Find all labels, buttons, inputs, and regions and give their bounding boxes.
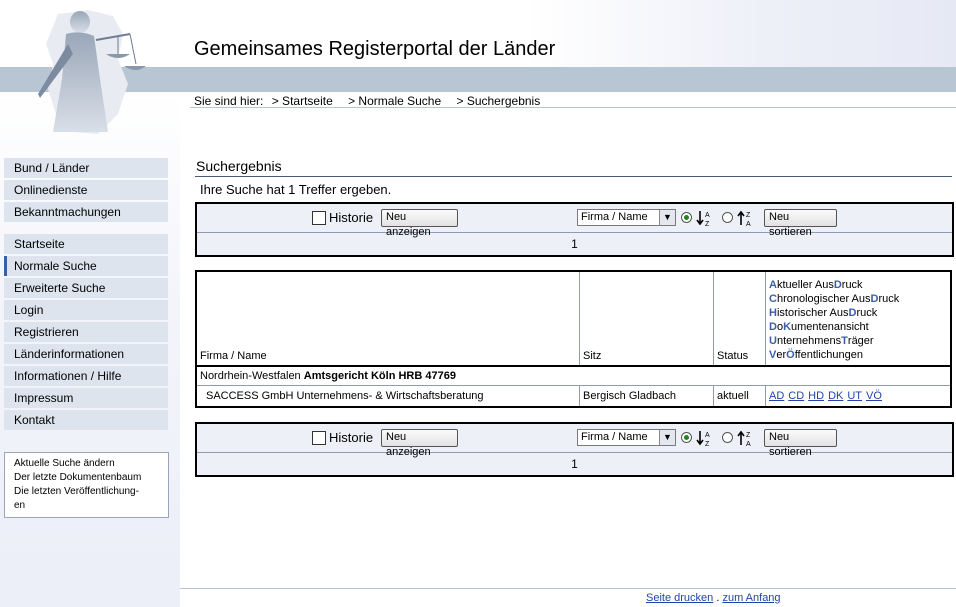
breadcrumb-item-normale-suche[interactable]: > Normale Suche xyxy=(348,94,442,108)
breadcrumb-prefix: Sie sind hier: xyxy=(194,94,264,108)
history-label: Historie xyxy=(329,210,374,225)
pager-controls xyxy=(197,204,952,238)
svg-text:Z: Z xyxy=(705,441,710,448)
sidebar-item-registrieren[interactable]: Registrieren xyxy=(4,322,168,342)
svg-text:Z: Z xyxy=(746,432,751,439)
sidebar-item-laenderinformationen[interactable]: Länderinformationen xyxy=(4,344,168,364)
court-name: Amtsgericht Köln HRB 47769 xyxy=(303,370,456,382)
history-checkbox[interactable] xyxy=(312,431,326,445)
chevron-down-icon: ▼ xyxy=(659,430,675,445)
legend-item: UnternehmensTräger xyxy=(769,335,874,347)
results-heading: Suchergebnis xyxy=(196,158,282,174)
show-button[interactable]: Neu anzeigen xyxy=(381,429,458,447)
sort-ascending-icon xyxy=(696,428,712,448)
breadcrumb xyxy=(194,94,552,108)
results-table xyxy=(195,270,952,408)
sidebar-nav-top xyxy=(4,158,168,224)
sidebar-item-bund-laender[interactable]: Bund / Länder xyxy=(4,158,168,178)
doc-link-hd[interactable]: HD xyxy=(808,390,825,402)
resort-button[interactable]: Neu sortieren xyxy=(764,429,837,447)
history-checkbox[interactable] xyxy=(312,211,326,225)
quick-link-aktuelle-suche[interactable]: Aktuelle Suche ändern xyxy=(14,458,115,469)
sidebar-item-erweiterte-suche[interactable]: Erweiterte Suche xyxy=(4,278,168,298)
doc-link-dk[interactable]: DK xyxy=(828,390,844,402)
sort-descending-radio[interactable] xyxy=(722,212,733,223)
quick-links-box xyxy=(4,452,169,518)
back-to-top-link[interactable]: zum Anfang xyxy=(722,592,781,604)
sort-ascending-icon xyxy=(696,208,712,228)
breadcrumb-item-suchergebnis: > Suchergebnis xyxy=(456,94,541,108)
legend-item: VerÖffentlichungen xyxy=(769,349,863,361)
sort-descending-radio[interactable] xyxy=(722,432,733,443)
sidebar-item-normale-suche[interactable]: Normale Suche xyxy=(4,256,168,276)
sort-field-value: Firma / Name xyxy=(581,431,648,443)
sidebar-item-informationen-hilfe[interactable]: Informationen / Hilfe xyxy=(4,366,168,386)
sort-ascending-radio[interactable] xyxy=(681,432,692,443)
history-label: Historie xyxy=(329,430,374,445)
court-cell xyxy=(196,366,951,386)
results-divider xyxy=(195,176,952,177)
sort-descending-icon xyxy=(737,208,753,228)
column-header-status: Status xyxy=(714,271,766,366)
quick-link-dokumentenbaum[interactable]: Der letzte Dokumentenbaum xyxy=(14,472,142,483)
sort-field-value: Firma / Name xyxy=(581,211,648,223)
sidebar-item-bekanntmachungen[interactable]: Bekanntmachungen xyxy=(4,202,168,222)
legend-item: DoKumentenansicht xyxy=(769,321,869,333)
table-row xyxy=(196,386,951,408)
show-button[interactable]: Neu anzeigen xyxy=(381,209,458,227)
sidebar-item-impressum[interactable]: Impressum xyxy=(4,388,168,408)
legend-item: Aktueller AusDruck xyxy=(769,279,863,291)
footer-divider xyxy=(180,588,956,589)
site-title: Gemeinsames Registerportal der Länder xyxy=(194,38,556,60)
svg-text:A: A xyxy=(746,441,751,448)
quick-link-veroeffentlichungen-cont[interactable]: en xyxy=(14,500,26,511)
svg-text:A: A xyxy=(705,432,710,439)
company-status: aktuell xyxy=(714,386,766,408)
breadcrumb-item-startseite[interactable]: > Startseite xyxy=(271,94,333,108)
pager-controls xyxy=(197,424,952,458)
sidebar-item-login[interactable]: Login xyxy=(4,300,168,320)
company-sitz: Bergisch Gladbach xyxy=(580,386,714,408)
chevron-down-icon: ▼ xyxy=(659,210,675,225)
pager-top xyxy=(195,202,954,257)
footer xyxy=(646,592,781,604)
doc-link-ad[interactable]: AD xyxy=(769,390,785,402)
legend-item: Chronologischer AusDruck xyxy=(769,293,900,305)
sort-field-select[interactable] xyxy=(577,429,676,446)
sort-ascending-radio[interactable] xyxy=(681,212,692,223)
document-links xyxy=(766,386,952,408)
pager-bottom xyxy=(195,422,954,477)
court-row xyxy=(196,366,951,386)
page-number[interactable]: 1 xyxy=(571,237,578,251)
footer-separator: . xyxy=(716,592,720,604)
doc-link-vo[interactable]: VÖ xyxy=(866,390,882,402)
sidebar-nav-main xyxy=(4,234,168,432)
svg-text:Z: Z xyxy=(705,221,710,228)
company-name: SACCESS GmbH Unternehmens- & Wirtschaftsberatung xyxy=(196,386,580,408)
svg-text:Z: Z xyxy=(746,212,751,219)
column-header-sitz: Sitz xyxy=(580,271,714,366)
court-state: Nordrhein-Westfalen xyxy=(200,370,301,382)
svg-text:A: A xyxy=(705,212,710,219)
doc-link-cd[interactable]: CD xyxy=(788,390,805,402)
page-number[interactable]: 1 xyxy=(571,457,578,471)
quick-link-veroeffentlichungen[interactable]: Die letzten Veröffentlichung- xyxy=(14,486,139,497)
sort-field-select[interactable] xyxy=(577,209,676,226)
table-header-row xyxy=(196,271,951,366)
sort-descending-icon xyxy=(737,428,753,448)
print-page-link[interactable]: Seite drucken xyxy=(646,592,714,604)
justitia-logo xyxy=(18,4,178,139)
legend-item: Historischer AusDruck xyxy=(769,307,878,319)
doc-link-ut[interactable]: UT xyxy=(847,390,863,402)
document-type-legend xyxy=(766,271,952,366)
sidebar-item-kontakt[interactable]: Kontakt xyxy=(4,410,168,430)
sidebar-item-startseite[interactable]: Startseite xyxy=(4,234,168,254)
sidebar-item-onlinedienste[interactable]: Onlinedienste xyxy=(4,180,168,200)
resort-button[interactable]: Neu sortieren xyxy=(764,209,837,227)
results-count: Ihre Suche hat 1 Treffer ergeben. xyxy=(200,182,392,197)
svg-text:A: A xyxy=(746,221,751,228)
column-header-name: Firma / Name xyxy=(196,271,580,366)
